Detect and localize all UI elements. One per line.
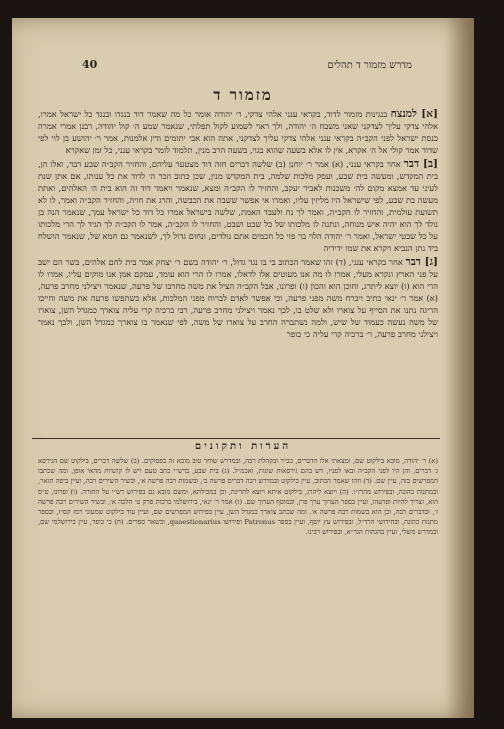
paragraph-text: בנגינות מזמור לדוד, בקראי ענני אלהי צדקי, ר׳ יהודה אומר כל מה שאמר דוד בנגדו ובנגד כל ישראל אמרו, אלהי צדקי עליך לצדקני שאני משבח ה׳ יהודה, ולך ראוי לשמוע לקול תפלתי, שנאמר שמע ה׳ קול יהודה, רבנן אמרי אמרה כנסת ישראל לפני הקב״ה בקראי ענני אלהי צדקי עליך לצדקני, אתה הוא אבי יתומים ודין אלמנות, אמר ר׳ יהושע בן לוי לפי שדוד אמר קולי אל ה׳ אקרא, אין לו אלא בשעה שהוא בגוי, בשעה הרב מנין, תלמוד לומר בקראי ענני, כל זמן שאקרא — [38, 109, 438, 155]
note-item: (ח) כי כופר, עיין בירושלמי שם, ובמדרש משלי, ועיין בהגהות הגר״א, ובפירוש רבינו. — [38, 518, 438, 537]
paragraph-text: אחר בקראי ענני, (א) אמר ר׳ יוחנן (ב) שלשה דברים חזה דוד מצטער עליהם, והחזיר הקב״ה שבע דבר, ואלו הן, בית המקדש, ומעשה בית שבע, ועסק מלכות שלמה, בית המקדש מנין, שכן כתוב וזכר ה׳ לדוד את כל ענותו, אם אתן שנת לעיני עד אמצא מקום לה׳ משכנות לאביר יעקב, והחזיר לו הקב״ה ומצא, שנאמר ויאמר דוד זה הוא בית ה׳ האלהים, ואתת מעשה בת שבע, לפי שישראל היו מליזין עליו, ואמרו אי אפשר ששבה את הכבשה, והרג את חויה, והחזיר הקב״ה ואמר, לו לא תשועת עולמית, והחזיר לו הקב״ה, ואמר לך נח ולעבד האמת, שלשה בישראל אמרו כל דוד כל ישראל עמך, שנאמר הנה בן נולד לך הוא יהיה איש מנוחה, ונתנה לו מלכותו של כל שבט ושבט, והחזיר לו הקב״ה, אמר לו הקב״ה לך הגיד לך הרי מלכותו על כל שבטי ישראל, ואמר ר׳ יהודה הלוי בר פזי כל חכמים אתם נולדים, ונחום גדול לך, לשנאמר גם חמא של, שנאמר הושלח ביד נתן הנביא ויקרא את שמו ידידיה — [38, 159, 438, 253]
paragraph-lead: [ב] דבר — [403, 158, 438, 170]
main-text — [38, 108, 438, 342]
page-spine-shadow — [444, 18, 474, 718]
paragraph-1 — [38, 108, 438, 156]
book-page — [12, 18, 474, 718]
paragraph-lead: [א] למנצח — [390, 108, 438, 120]
note-item: (ה) ויוצא ליהרג, בילקוט איתא ויוצא להריגה, וכן במכילתא, ומשם מובא גם בפירוש רש״י על התורה. (ו) ופרונו, ט״ס הוא, וצריך להיות ופרעהו, ועיין בספר הערוך ערך פרן, ובמוסף הערוך שם. — [38, 487, 438, 506]
psalm-title: מזמור ד — [213, 86, 273, 104]
paragraph-text: אחר בקראי ענני, (ד) זהו שאמר הכתוב בי בו נגד גדול, ר׳ יהודה בשם ר׳ יצחק אמר בית לחם אלהים, בשר הם ישב על פני הארץ ונקרא מעלי, אמרו לו מה אנו מעוטים אלו לדאלו, אמרו לו הרי הוא עומד, עמקם אמן אנו מוקים עליו, אמרו לו הרי הוא (ו) יוצא ליתרג, וחוכן הוא והכון (ו) ופרונו, אבל הקב״ה הציל את משה מחרבו של פרעה, שנאמר ויצילני מחרב פרעה, (א) אמר ר׳ ינאי כתיב ויברח משה מפני פרעה, וכי אפשר לאדם לברוח מפני המלכות, אלא כשתפשו פרעה את משה וחייבו הריגה נתנו את הסייף על צוארו ולא שלט בו, לכך נאמר ויצילני מחרב פרעה, רבי ברכיה קרי עליה צוארך כמגדל השן, צוארו של משה נעשה כעמוד של שיש, ולמה נשתברה החרב על צוארו של משה, לפי שנאמר בו צוארך כמגדל השן, ולכך נאמר ויצילני מחרב פרעה, ר׳ ברכיה קרי עליה כי כופר — [38, 257, 438, 339]
notes-divider — [32, 438, 440, 439]
paragraph-2 — [38, 158, 438, 254]
paragraph-lead: [ג] דבר — [405, 256, 439, 268]
page-number: 40 — [82, 58, 98, 71]
page-header — [82, 58, 412, 71]
note-item: (ג) בית שבע, ברש״י כתב טעם ויש לו קושיות מהאי אופן, ומה שכתבו המפרשים בזה, עיין שם. (ד) וזהו שאמר הכתוב, עיין בילקוט ובמדרש רבה דברים פרשה ב׳, ובשמות רבה פרשה א׳, ובשיר השירים רבה, ועיין ביפה תואר, ובמתנות כהונה, ובפירוש מהרז״ו. — [38, 467, 438, 496]
paragraph-3 — [38, 256, 438, 340]
notes-section — [38, 456, 438, 538]
note-item: (א) ר׳ יהודה, מובא בילקוט שם, ומצאתי אלו הדברים, בב״ר ובקהלת רבה, ובמדרש שוחר טוב מובא זה בפסוקים. (ב) שלשה דברים, בילקוט שם הגירסא ג׳ דברים, והן היו לפני הקב״ה ובאו לפניו, ויש בהם גירסאות שונות, ואכמ״ל. — [38, 457, 439, 476]
note-item: (ז) אמר ר׳ ינאי, בירושלמי ברכות פרק ט׳ הלכה א׳, ובשיר השירים רבה פרשה ז׳, ובדברים רבה, וכן הוא בשמות רבה פרשה א׳. ומה שכתב צוארך כמגדל השן, עיין בפירוש המפרשים שם, ועיין עוד בילקוט שמעוני רמז קס״ז, ובספר מתנות כהונה, ובחידושי הרד״ל, ובפירוש עץ יוסף, ועיין בספר Patronus ופירושו quaestionarius, ובשאר ספרים. — [38, 497, 438, 527]
running-title: מדרש מזמור ד תהלים — [327, 60, 412, 71]
notes-title: הערות ותקונים — [194, 441, 292, 452]
